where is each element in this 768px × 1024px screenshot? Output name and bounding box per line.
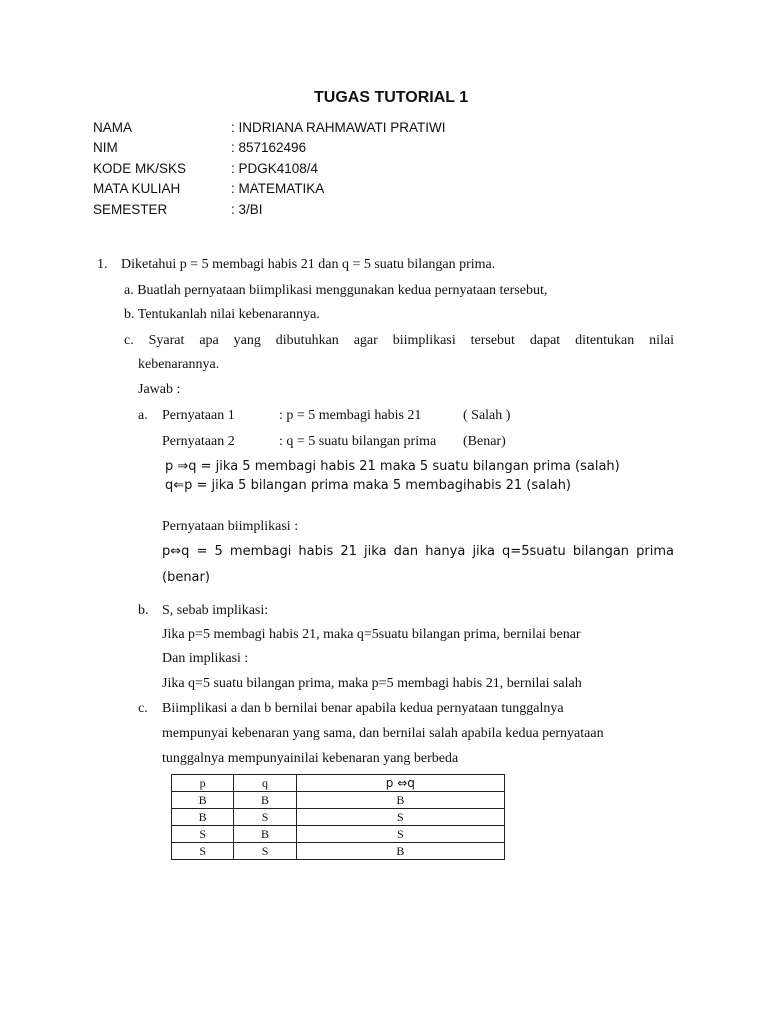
table-cell: B <box>234 826 296 843</box>
table-cell: S <box>234 843 296 860</box>
table-cell: S <box>172 826 234 843</box>
identity-label-matkul: MATA KULIAH <box>93 181 181 196</box>
answer-a-marker: a. <box>138 408 148 423</box>
identity-value-semester: : 3/BI <box>231 202 263 217</box>
question-item-c: c. Syarat apa yang dibutuhkan agar biimplikasi tersebut dapat ditentukan nilai <box>124 333 674 348</box>
statement2-truth: (Benar) <box>463 434 506 449</box>
table-cell: B <box>296 843 504 860</box>
table-cell: S <box>296 826 504 843</box>
answer-c-marker: c. <box>138 701 148 716</box>
statement1-label: Pernyataan 1 <box>162 408 235 423</box>
identity-value-nim: : 857162496 <box>231 140 307 155</box>
biimplication-truth: (benar) <box>162 570 210 585</box>
answer-c-line: tunggalnya mempunyainilai kebenaran yang berbeda <box>162 751 459 766</box>
answer-b-line: Jika p=5 membagi habis 21, maka q=5suatu bilangan prima, bernilai benar <box>162 627 581 642</box>
page-title: TUGAS TUTORIAL 1 <box>314 89 469 106</box>
identity-label-nim: NIM <box>93 140 118 155</box>
table-row <box>172 826 505 843</box>
table-header-cell: p ⇔q <box>296 775 504 792</box>
table-cell: S <box>172 843 234 860</box>
statement2-label: Pernyataan 2 <box>162 434 235 449</box>
question-item-a: a. Buatlah pernyataan biimplikasi menggunakan kedua pernyataan tersebut, <box>124 283 548 298</box>
identity-value-matkul: : MATEMATIKA <box>231 181 325 196</box>
table-row <box>172 792 505 809</box>
biimplication-label: Pernyataan biimplikasi : <box>162 519 299 534</box>
identity-value-nama: : INDRIANA RAHMAWATI PRATIWI <box>231 120 446 135</box>
answer-b-line: Dan implikasi : <box>162 651 249 666</box>
table-header-row <box>172 775 505 792</box>
table-cell: S <box>234 809 296 826</box>
table-cell: B <box>172 792 234 809</box>
question-text: Diketahui p = 5 membagi habis 21 dan q = 5 suatu bilangan prima. <box>121 257 496 272</box>
biimplication-statement: p⇔q = 5 membagi habis 21 jika dan hanya jika q=5suatu bilangan prima <box>162 544 674 559</box>
truth-table <box>171 774 505 860</box>
answer-c-line: Biimplikasi a dan b bernilai benar apabila kedua pernyataan tunggalnya <box>162 701 564 716</box>
question-item-b: b. Tentukanlah nilai kebenarannya. <box>124 307 320 322</box>
table-cell: B <box>172 809 234 826</box>
table-cell: S <box>296 809 504 826</box>
answer-b-line: S, sebab implikasi: <box>162 603 269 618</box>
table-cell: B <box>234 792 296 809</box>
statement1-value: : p = 5 membagi habis 21 <box>279 408 422 423</box>
identity-label-nama: NAMA <box>93 120 133 135</box>
implication-forward: p ⇒q = jika 5 membagi habis 21 maka 5 suatu bilangan prima (salah) <box>165 459 620 474</box>
table-header-cell: q <box>234 775 296 792</box>
statement1-truth: ( Salah ) <box>463 408 511 423</box>
table-row <box>172 809 505 826</box>
answer-c-line: mempunyai kebenaran yang sama, dan bernilai salah apabila kedua pernyataan <box>162 726 604 741</box>
identity-label-semester: SEMESTER <box>93 202 168 217</box>
answer-b-line: Jika q=5 suatu bilangan prima, maka p=5 membagi habis 21, bernilai salah <box>162 676 582 691</box>
answer-label: Jawab : <box>138 382 181 397</box>
question-number: 1. <box>97 257 108 272</box>
implication-backward: q⇐p = jika 5 bilangan prima maka 5 membagihabis 21 (salah) <box>165 478 572 493</box>
table-row <box>172 843 505 860</box>
table-cell: B <box>296 792 504 809</box>
statement2-value: : q = 5 suatu bilangan prima <box>279 434 437 449</box>
question-item-c-cont: kebenarannya. <box>138 357 220 372</box>
identity-value-kode: : PDGK4108/4 <box>231 161 319 176</box>
table-header-cell: p <box>172 775 234 792</box>
answer-b-marker: b. <box>138 603 149 618</box>
identity-label-kode: KODE MK/SKS <box>93 161 187 176</box>
